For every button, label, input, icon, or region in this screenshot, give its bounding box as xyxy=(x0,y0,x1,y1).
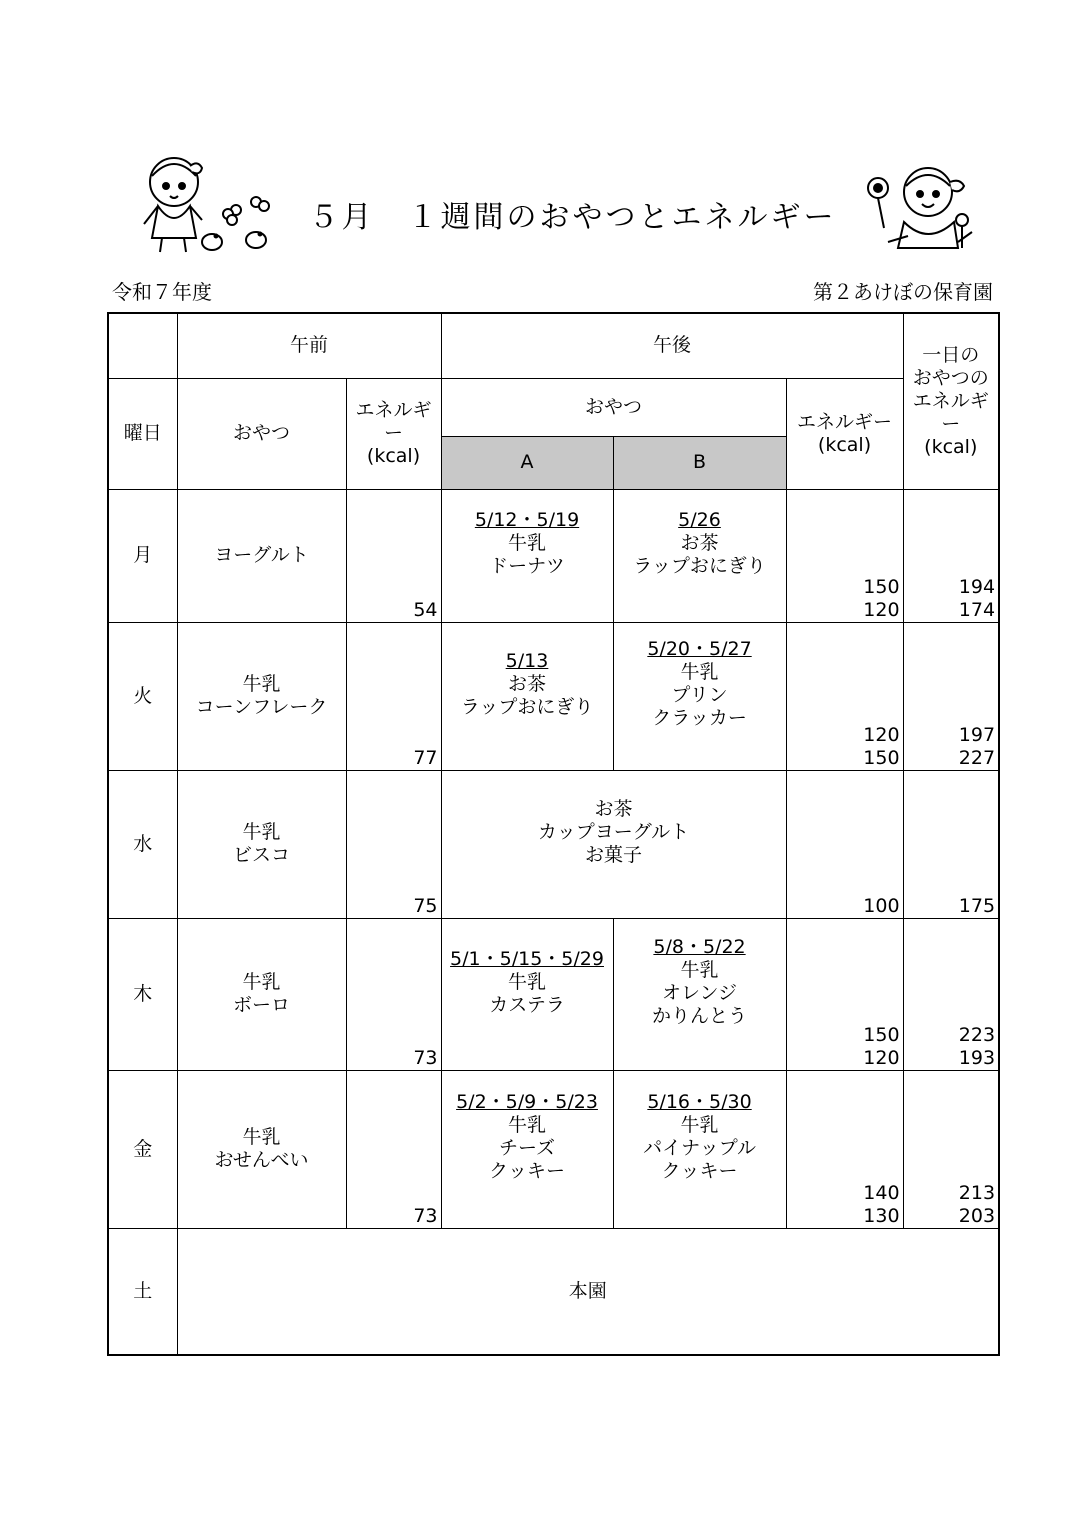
snack-energy-table xyxy=(107,312,1000,1356)
day-cell: 水 xyxy=(108,770,177,918)
pm-snack-b-cell: 5/16・5/30 牛乳 パイナップル クッキー xyxy=(613,1070,786,1228)
corner-cell xyxy=(108,313,177,378)
am-snack-cell: ヨーグルト xyxy=(177,489,346,622)
pm-energy-cell: 100 xyxy=(786,770,903,918)
header-pm-snack: おやつ xyxy=(441,378,786,436)
header-morning: 午前 xyxy=(177,313,441,378)
table-row xyxy=(108,770,999,918)
saturday-note: 本園 xyxy=(177,1228,999,1355)
pm-snack-b-cell: 5/20・5/27 牛乳 プリン クラッカー xyxy=(613,622,786,770)
pm-snack-a-cell: 5/13 お茶 ラップおにぎり xyxy=(441,622,613,770)
daily-energy-cell: 213 203 xyxy=(903,1070,999,1228)
day-cell: 火 xyxy=(108,622,177,770)
pm-energy-cell: 120 150 xyxy=(786,622,903,770)
am-snack-cell: 牛乳 おせんべい xyxy=(177,1070,346,1228)
header-day: 曜日 xyxy=(108,378,177,489)
table-row xyxy=(108,489,999,622)
table-row xyxy=(108,1228,999,1355)
pm-energy-cell: 150 120 xyxy=(786,489,903,622)
day-cell: 木 xyxy=(108,918,177,1070)
am-snack-cell: 牛乳 コーンフレーク xyxy=(177,622,346,770)
table-row xyxy=(108,1070,999,1228)
fiscal-year: 令和７年度 xyxy=(112,280,212,304)
am-energy-cell: 75 xyxy=(346,770,441,918)
pm-snack-b-cell: 5/8・5/22 牛乳 オレンジ かりんとう xyxy=(613,918,786,1070)
header-afternoon: 午後 xyxy=(441,313,903,378)
pm-snack-b-cell: 5/26 お茶 ラップおにぎり xyxy=(613,489,786,622)
day-cell: 金 xyxy=(108,1070,177,1228)
table-row xyxy=(108,622,999,770)
am-energy-cell: 77 xyxy=(346,622,441,770)
pm-snack-merged-cell: お茶 カップヨーグルト お菓子 xyxy=(441,770,786,918)
am-energy-cell: 54 xyxy=(346,489,441,622)
header-col-b: B xyxy=(613,436,786,489)
daily-energy-cell: 194 174 xyxy=(903,489,999,622)
daily-energy-cell: 223 193 xyxy=(903,918,999,1070)
day-cell: 月 xyxy=(108,489,177,622)
school-name: 第２あけぼの保育園 xyxy=(813,280,993,304)
am-energy-cell: 73 xyxy=(346,1070,441,1228)
table-row xyxy=(108,918,999,1070)
header-col-a: A xyxy=(441,436,613,489)
am-snack-cell: 牛乳 ボーロ xyxy=(177,918,346,1070)
pm-snack-a-cell: 5/1・5/15・5/29 牛乳 カステラ xyxy=(441,918,613,1070)
header-daily-energy: 一日の おやつの エネルギー (kcal) xyxy=(903,313,999,489)
page-title: ５月 １週間のおやつとエネルギー xyxy=(308,200,837,235)
daily-energy-cell: 197 227 xyxy=(903,622,999,770)
day-cell: 土 xyxy=(108,1228,177,1355)
pm-energy-cell: 140 130 xyxy=(786,1070,903,1228)
pm-snack-a-cell: 5/12・5/19 牛乳 ドーナツ xyxy=(441,489,613,622)
header-am-snack: おやつ xyxy=(177,378,346,489)
am-snack-cell: 牛乳 ビスコ xyxy=(177,770,346,918)
daily-energy-cell: 175 xyxy=(903,770,999,918)
am-energy-cell: 73 xyxy=(346,918,441,1070)
header-pm-energy: エネルギー (kcal) xyxy=(786,378,903,489)
pm-snack-a-cell: 5/2・5/9・5/23 牛乳 チーズ クッキー xyxy=(441,1070,613,1228)
header-am-energy: エネルギー (kcal) xyxy=(346,378,441,489)
pm-energy-cell: 150 120 xyxy=(786,918,903,1070)
